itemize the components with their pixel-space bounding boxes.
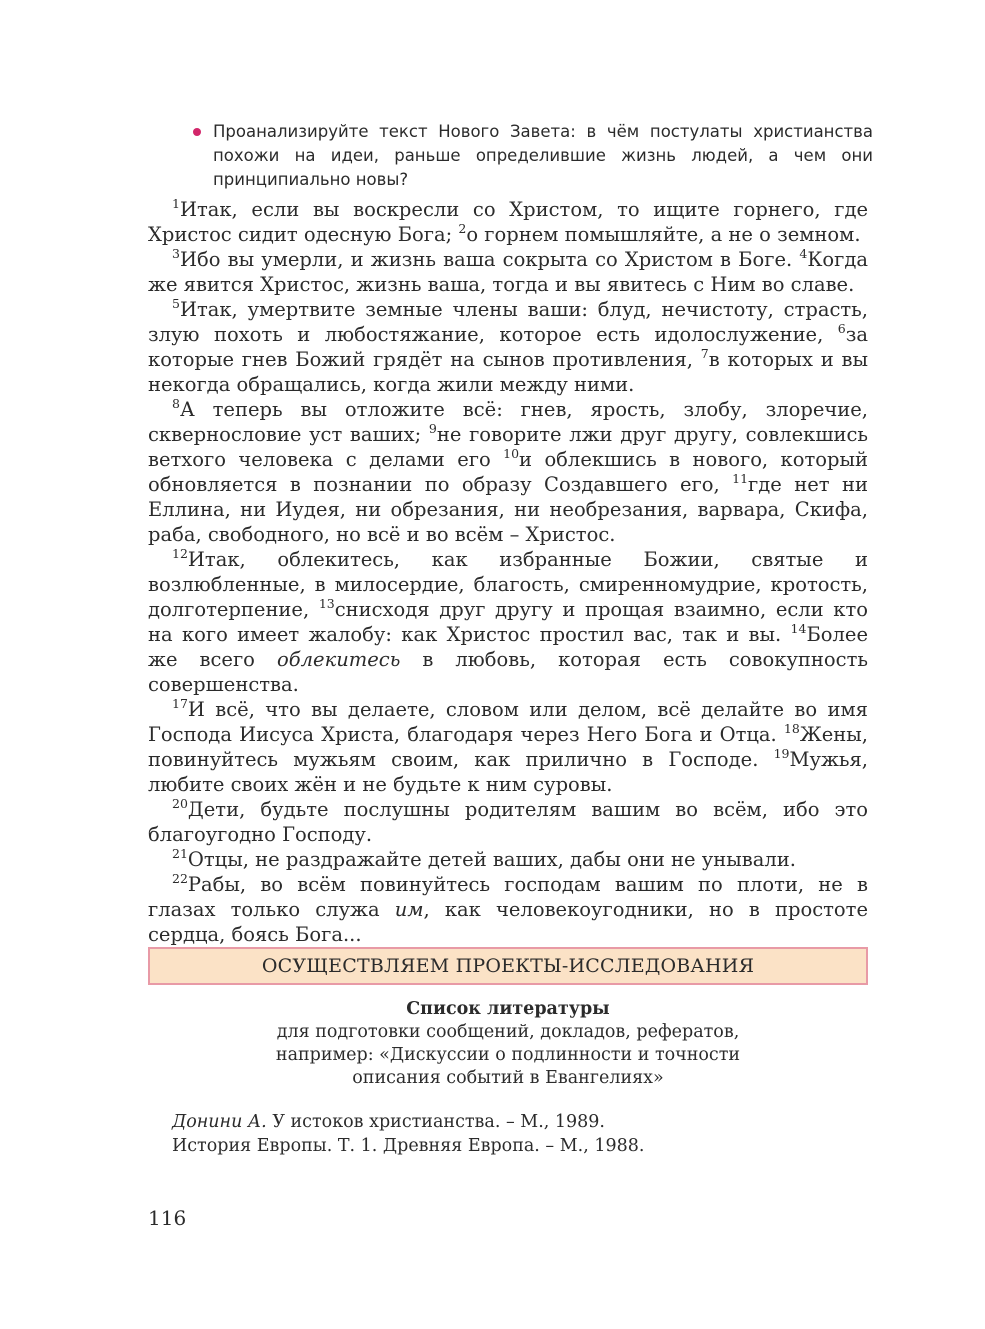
- verse-number: 10: [503, 446, 520, 461]
- verse-text: о горнем помышляйте, а не о земном.: [466, 223, 861, 246]
- verse-number: 20: [172, 796, 188, 811]
- verse-text: Когда же явится Христос, жизнь ваша, тогда и вы явитесь с Ним во славе.: [148, 248, 868, 296]
- verse-number: 8: [172, 396, 180, 411]
- verse-text: Ибо вы умерли, и жизнь ваша сокрыта со Христом в Боге.: [179, 248, 800, 271]
- verse-number: 13: [318, 596, 335, 611]
- bibliography-subtitle-line: описания событий в Евангелиях»: [352, 1068, 664, 1088]
- bibliography-title: Список литературы: [406, 999, 610, 1019]
- verse-text: Мужья, любите своих жён и не будьте к ним суровы.: [148, 748, 868, 796]
- verse-number: 4: [799, 246, 808, 261]
- reference-item: [172, 1110, 872, 1134]
- verse-text: Отцы, не раздражайте детей ваших, дабы они не унывали.: [187, 848, 796, 871]
- verse-block: [148, 247, 868, 297]
- reference-list: [172, 1110, 872, 1158]
- verse-number: 6: [837, 321, 846, 336]
- verse-text: Рабы, во всём повинуйтесь господам вашим по плоти, не в глазах только служа: [148, 873, 868, 921]
- bullet-icon: [193, 128, 201, 136]
- verse-number: 7: [700, 346, 709, 361]
- verse-block: [148, 797, 868, 847]
- verse-text: где нет ни Еллина, ни Иудея, ни обрезания, ни необрезания, варвара, Скифа, раба, свободного, но всё и во всём – Христос.: [148, 473, 869, 546]
- verse-text: снисходя друг другу и прощая взаимно, если кто на кого имеет жалобу: как Христос простил вас, так и вы.: [148, 598, 869, 646]
- bibliography-heading: [148, 998, 868, 1090]
- verse-text: Итак, умертвите земные члены ваши: блуд, нечистоту, страсть, злую похоть и любостяжание, которое есть идолослужение,: [148, 298, 868, 346]
- section-banner: ОСУЩЕСТВЛЯЕМ ПРОЕКТЫ-ИССЛЕДОВАНИЯ: [148, 947, 868, 985]
- verse-number: 11: [732, 471, 749, 486]
- verse-number: 17: [172, 696, 188, 711]
- verse-number: 21: [172, 846, 188, 861]
- verse-text: Более же всего: [148, 623, 868, 671]
- verse-block: [148, 197, 868, 247]
- reference-text: История Европы. Т. 1. Древняя Европа. – М., 1988.: [172, 1136, 645, 1156]
- verse-block: [148, 697, 868, 797]
- verse-block: [148, 872, 868, 947]
- verse-block: [148, 547, 868, 697]
- verse-text: за которые гнев Божий грядёт на сынов противления,: [148, 323, 868, 371]
- verse-text: не говорите лжи друг другу, совлекшись ветхого человека с делами его: [148, 423, 868, 471]
- verse-emphasis: облекитесь: [276, 648, 401, 671]
- bibliography-subtitle-line: для подготовки сообщений, докладов, рефератов,: [276, 1022, 740, 1042]
- verse-text: Итак, если вы воскресли со Христом, то ищите горнего, где Христос сидит одесную Бога;: [148, 198, 868, 246]
- verse-number: 3: [172, 246, 180, 261]
- reference-author: Донини А.: [172, 1112, 267, 1132]
- verse-number: 22: [172, 871, 188, 886]
- verse-number: 2: [458, 221, 467, 236]
- verse-text: А теперь вы отложите всё: гнев, ярость, злобу, злоречие, сквернословие уст ваших;: [148, 398, 868, 446]
- verse-text: и облекшись в нового, который обновляется в познании по образу Создавшего его,: [148, 448, 868, 496]
- verse-text: в которых и вы некогда обращались, когда жили между ними.: [148, 348, 869, 396]
- verse-text: Жены, повинуйтесь мужьям своим, как прилично в Господе.: [148, 723, 868, 771]
- question-text: Проанализируйте текст Нового Завета: в чём постулаты христианства похожи на идеи, раньше определившие жизнь людей, а чем они принципиально новы?: [213, 122, 873, 189]
- verse-number: 12: [172, 546, 188, 561]
- reference-item: [172, 1134, 872, 1158]
- verse-text: И всё, что вы делаете, словом или делом, всё делайте во имя Господа Иисуса Христа, благодаря через Него Бога и Отца.: [148, 698, 868, 746]
- verse-number: 5: [172, 296, 180, 311]
- scripture-text: [148, 197, 868, 947]
- verse-number: 18: [783, 721, 800, 736]
- page-number: 116: [148, 1206, 187, 1230]
- bibliography-subtitle-line: например: «Дискуссии о подлинности и точности: [275, 1045, 741, 1065]
- verse-number: 1: [172, 196, 180, 211]
- reference-text: У истоков христианства. – М., 1989.: [266, 1112, 605, 1132]
- verse-block: [148, 297, 868, 397]
- verse-number: 19: [773, 746, 790, 761]
- verse-block: [148, 397, 868, 547]
- verse-number: 9: [428, 421, 437, 436]
- verse-block: [148, 847, 868, 872]
- verse-text: , как человекоугодники, но в простоте сердца, боясь Бога...: [148, 898, 868, 946]
- verse-text: Дети, будьте послушны родителям вашим во всём, ибо это благоугодно Господу.: [148, 798, 868, 846]
- verse-text: в любовь, которая есть совокупность совершенства.: [148, 648, 868, 696]
- verse-text: Итак, облекитесь, как избранные Божии, святые и возлюбленные, в милосердие, благость, смиренномудрие, кротость, долготерпение,: [148, 548, 868, 621]
- verse-number: 14: [790, 621, 807, 636]
- verse-emphasis: им: [394, 898, 424, 921]
- review-question: [193, 120, 873, 192]
